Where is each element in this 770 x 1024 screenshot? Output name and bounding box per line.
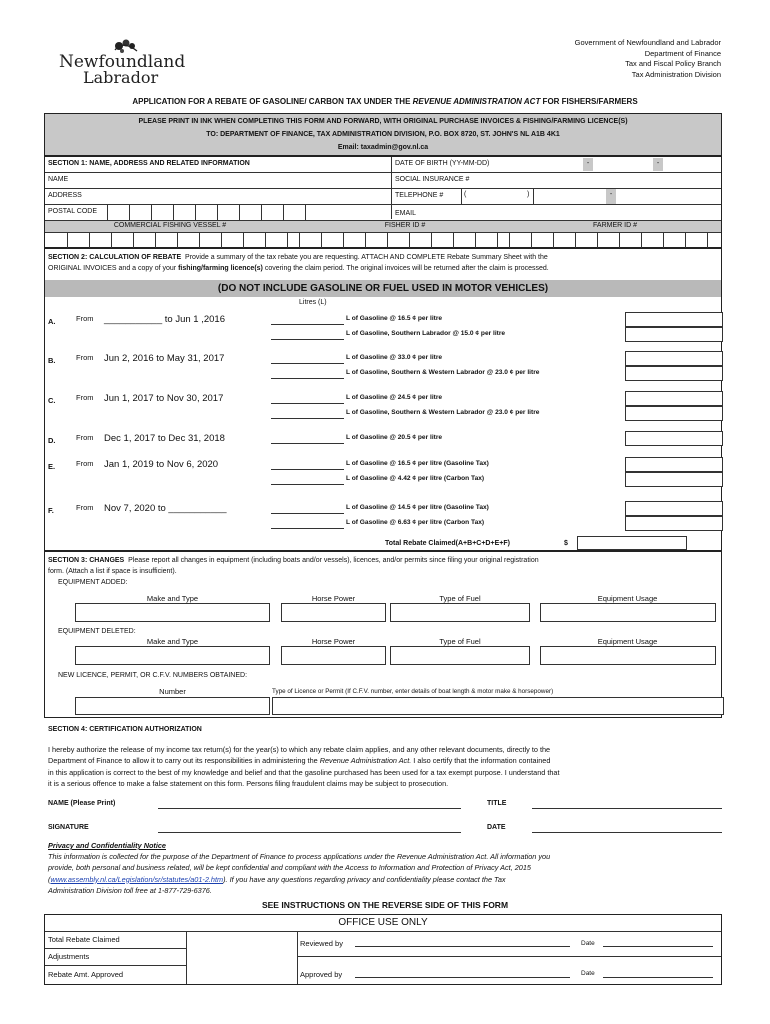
approved-date-label: Date <box>581 970 595 977</box>
litres-input[interactable] <box>271 432 344 444</box>
title-act: REVENUE ADMINISTRATION ACT <box>412 97 541 106</box>
litres-input[interactable] <box>271 328 344 340</box>
reviewed-input[interactable] <box>355 937 570 947</box>
equipment-added-label: EQUIPMENT ADDED: <box>58 579 128 586</box>
dob-dash: - <box>656 160 660 167</box>
dob-field[interactable] <box>525 158 721 171</box>
title-post: FOR FISHERS/FARMERS <box>540 97 638 106</box>
row-letter: F. <box>48 506 54 515</box>
cert-line: I also certify that the information contained <box>411 756 551 766</box>
rate-label: L of Gasoline @ 16.5 ¢ per litre <box>346 315 443 322</box>
row-from: From <box>76 314 94 323</box>
privacy-notice <box>48 840 550 896</box>
section2-text: ORIGINAL INVOICES and a copy of your <box>48 265 179 272</box>
logo-line2: Labrador <box>83 68 159 87</box>
number-label: Number <box>159 687 186 696</box>
dob-dash: - <box>586 160 590 167</box>
date-label: DATE <box>487 824 506 831</box>
gov-line: Tax and Fiscal Policy Branch <box>625 59 721 68</box>
row-period: Jan 1, 2019 to Nov 6, 2020 <box>104 459 219 470</box>
section2-text: covering the claim period. The original invoices will be returned after the claim is processed. <box>262 265 549 272</box>
litres-input[interactable] <box>271 352 344 364</box>
amount-input[interactable] <box>625 501 723 516</box>
privacy-heading: Privacy and Confidentiality Notice <box>48 841 166 850</box>
licence-type-label: Type of Licence or Permit (If C.F.V. number, enter details of boat length & motor make & horsepower) <box>272 688 554 695</box>
reverse-side-note: SEE INSTRUCTIONS ON THE REVERSE SIDE OF THIS FORM <box>261 900 509 910</box>
section2 <box>44 248 722 551</box>
col-make: Make and Type <box>146 637 199 646</box>
logo-line1: Newfoundland <box>59 52 186 72</box>
amount-input[interactable] <box>625 351 723 366</box>
rate-label: L of Gasoline, Southern & Western Labrador @ 23.0 ¢ per litre <box>346 409 540 416</box>
cert-line: in this application is correct to the best of my knowledge and belief and that the gasoline purchased has been used for a tax exempt purpose. I understand that <box>48 767 560 777</box>
rate-label: L of Gasoline @ 4.42 ¢ per litre (Carbon Tax) <box>346 475 485 482</box>
reviewed-date-label: Date <box>581 940 595 947</box>
signature-label: SIGNATURE <box>48 824 89 831</box>
name-input[interactable] <box>85 173 390 188</box>
email-label: EMAIL <box>395 210 417 217</box>
section3-text: form. (Attach a list if space is insufficient). <box>48 568 177 575</box>
litres-input[interactable] <box>271 367 344 379</box>
litres-input[interactable] <box>271 473 344 485</box>
amount-input[interactable] <box>625 472 723 487</box>
added-hp-input[interactable] <box>281 603 386 622</box>
gov-line: Department of Finance <box>644 48 721 58</box>
office-total-label: Total Rebate Claimed <box>48 935 120 944</box>
cert-line: I hereby authorize the release of my income tax return(s) for the year(s) to which any rebate claim applies, and any other relevant documents, directly to the <box>48 745 551 754</box>
added-usage-input[interactable] <box>540 603 716 622</box>
farmer-label: FARMER ID # <box>593 222 637 229</box>
col-make: Make and Type <box>146 594 199 603</box>
section3-text: Please report all changes in equipment (including boats and/or vessels), licences, and/or permits since filing your original registration <box>128 557 539 564</box>
privacy-line: This information is collected for the purpose of the Department of Finance to process applications under the Revenue Administration Act. All information you <box>48 852 551 862</box>
section2-text: Provide a summary of the tax rebate you are requesting. ATTACH AND COMPLETE Rebate Summary Sheet with the <box>185 254 548 261</box>
row-from: From <box>76 433 94 442</box>
privacy-line: provide, both personal and business related, will be kept confidential and compliant with the Access to Information and Protection of Privacy Act, 2015 <box>48 863 531 873</box>
section3 <box>44 551 722 718</box>
total-dollar: $ <box>564 540 568 547</box>
approved-input[interactable] <box>355 968 570 978</box>
section2-intro <box>48 252 549 274</box>
id-headers <box>45 221 721 232</box>
col-fuel: Type of Fuel <box>439 637 481 646</box>
phone-dash: - <box>609 191 613 198</box>
paren-open: ( <box>464 191 467 198</box>
government-block <box>461 38 721 80</box>
title-input[interactable] <box>532 799 722 809</box>
gov-line: Tax Administration Division <box>631 69 721 79</box>
signature-input[interactable] <box>158 823 461 833</box>
vessel-label: COMMERCIAL FISHING VESSEL # <box>113 222 227 229</box>
approved-date-input[interactable] <box>603 968 713 978</box>
form-title <box>0 97 770 106</box>
row-letter: C. <box>48 396 56 405</box>
litres-input[interactable] <box>271 407 344 419</box>
address-label: ADDRESS <box>48 192 82 199</box>
row-period: Jun 1, 2017 to Nov 30, 2017 <box>104 393 224 404</box>
logo <box>57 38 187 86</box>
amount-input[interactable] <box>625 431 723 446</box>
rate-label: L of Gasoline @ 24.5 ¢ per litre <box>346 394 443 401</box>
licence-number-input[interactable] <box>75 697 270 715</box>
office-adjust-label: Adjustments <box>48 952 90 961</box>
amount-input[interactable] <box>625 516 723 531</box>
litres-input[interactable] <box>271 458 344 470</box>
added-make-input[interactable] <box>75 603 270 622</box>
col-usage: Equipment Usage <box>597 637 658 646</box>
cert-line: Department of Finance to allow it to carry out its responsibilities in administering the <box>48 756 320 766</box>
row-period: Dec 1, 2017 to Dec 31, 2018 <box>104 433 225 444</box>
row-letter: B. <box>48 356 56 365</box>
section2-title: SECTION 2: CALCULATION OF REBATE <box>48 254 182 261</box>
office-approved-amt-label: Rebate Amt. Approved <box>48 970 124 979</box>
deleted-make-input[interactable] <box>75 646 270 665</box>
litres-heading: Litres (L) <box>299 299 327 306</box>
amount-input[interactable] <box>625 391 723 406</box>
privacy-line: Administration Division toll free at 1-877-729-6376. <box>48 885 212 895</box>
postal-code-input[interactable] <box>107 205 391 220</box>
email-input[interactable] <box>425 205 721 220</box>
name-print-label: NAME (Please Print) <box>48 800 116 807</box>
office-use-box <box>44 914 722 985</box>
row-letter: A. <box>48 317 56 326</box>
amount-input[interactable] <box>625 406 723 421</box>
licence-type-input[interactable] <box>272 697 724 715</box>
notice-line: PLEASE PRINT IN INK WHEN COMPLETING THIS FORM AND FORWARD, WITH ORIGINAL PURCHASE INVOICES & FISHING/FARMING LICENCE(S) <box>138 118 628 125</box>
sin-label: SOCIAL INSURANCE # <box>395 176 470 183</box>
reviewed-label: Reviewed by <box>300 939 343 948</box>
deleted-usage-input[interactable] <box>540 646 716 665</box>
litres-input[interactable] <box>271 392 344 404</box>
amount-input[interactable] <box>625 366 723 381</box>
date-input[interactable] <box>532 823 722 833</box>
col-hp: Horse Power <box>311 637 356 646</box>
row-letter: D. <box>48 436 56 445</box>
office-use-title: OFFICE USE ONLY <box>338 917 428 928</box>
amount-input[interactable] <box>625 327 723 342</box>
paren-close: ) <box>527 191 530 198</box>
dob-label: DATE OF BIRTH (YY-MM-DD) <box>395 160 490 167</box>
litres-input[interactable] <box>271 313 344 325</box>
approved-label: Approved by <box>300 970 343 979</box>
name-label: NAME <box>48 176 69 183</box>
col-hp: Horse Power <box>311 594 356 603</box>
rate-label: L of Gasoline, Southern Labrador @ 15.0 ¢ per litre <box>346 330 506 337</box>
fisher-label: FISHER ID # <box>384 222 426 229</box>
rate-label: L of Gasoline @ 20.5 ¢ per litre <box>346 434 443 441</box>
col-fuel: Type of Fuel <box>439 594 481 603</box>
litres-input[interactable] <box>271 502 344 514</box>
row-from: From <box>76 353 94 362</box>
postal-label: POSTAL CODE <box>48 208 98 215</box>
certification-text <box>48 744 560 789</box>
row-period: Jun 2, 2016 to May 31, 2017 <box>104 353 225 364</box>
section3-intro <box>48 555 539 577</box>
cert-line: it is a serious offence to make a false statement on this form. Persons filing fraudulent claims may be subject to prosecution. <box>48 778 449 788</box>
privacy-line: ). If you have any questions regarding privacy and confidentiality please contact the Tax <box>223 874 506 884</box>
notice-box <box>44 113 722 156</box>
section2-text-bold: fishing/farming licence(s) <box>178 265 263 272</box>
vessel-number-input[interactable] <box>45 233 721 248</box>
privacy-line: ( <box>48 874 51 884</box>
deleted-fuel-input[interactable] <box>390 646 530 665</box>
amount-input[interactable] <box>625 457 723 472</box>
section3-title: SECTION 3: CHANGES <box>48 557 125 564</box>
address-input[interactable] <box>95 189 390 204</box>
gov-line: Government of Newfoundland and Labrador <box>574 38 721 47</box>
rate-label: L of Gasoline @ 6.63 ¢ per litre (Carbon Tax) <box>346 519 485 526</box>
row-period: ___________ to Jun 1 ,2016 <box>104 314 225 325</box>
telephone-label: TELEPHONE # <box>395 192 444 199</box>
sin-input[interactable] <box>485 173 721 188</box>
exclusion-banner: (DO NOT INCLUDE GASOLINE OR FUEL USED IN MOTOR VEHICLES) <box>45 280 721 297</box>
section1-title: SECTION 1: NAME, ADDRESS AND RELATED INFORMATION <box>48 160 250 167</box>
row-period: Nov 7, 2020 to ___________ <box>104 503 227 514</box>
licence-title: NEW LICENCE, PERMIT, OR C.F.V. NUMBERS OBTAINED: <box>58 672 248 679</box>
total-label: Total Rebate Claimed(A+B+C+D+E+F) <box>385 540 510 547</box>
amount-input[interactable] <box>625 312 723 327</box>
total-input[interactable] <box>577 536 687 550</box>
cert-act: Revenue Administration Act. <box>319 756 412 766</box>
rate-label: L of Gasoline @ 33.0 ¢ per litre <box>346 354 443 361</box>
section1 <box>44 156 722 248</box>
litres-input[interactable] <box>271 517 344 529</box>
equipment-deleted-label: EQUIPMENT DELETED: <box>58 628 136 635</box>
title-label: TITLE <box>487 800 507 807</box>
col-usage: Equipment Usage <box>597 594 658 603</box>
name-print-input[interactable] <box>158 799 461 809</box>
row-from: From <box>76 393 94 402</box>
notice-line: TO: DEPARTMENT OF FINANCE, TAX ADMINISTRATION DIVISION, P.O. BOX 8720, ST. JOHN'S NL A1B 4K1 <box>206 131 560 138</box>
deleted-hp-input[interactable] <box>281 646 386 665</box>
section4-title: SECTION 4: CERTIFICATION AUTHORIZATION <box>48 726 202 733</box>
rate-label: L of Gasoline @ 16.5 ¢ per litre (Gasoline Tax) <box>346 460 489 467</box>
row-from: From <box>76 459 94 468</box>
notice-email: Email: taxadmin@gov.nl.ca <box>337 144 429 151</box>
reviewed-date-input[interactable] <box>603 937 713 947</box>
row-from: From <box>76 503 94 512</box>
rate-label: L of Gasoline, Southern & Western Labrador @ 23.0 ¢ per litre <box>346 369 540 376</box>
telephone-input[interactable] <box>461 189 721 204</box>
row-letter: E. <box>48 462 56 471</box>
legislation-link[interactable]: www.assembly.nl.ca/Legislation/sr/statutes/a01-2.htm <box>50 874 224 884</box>
title-pre: APPLICATION FOR A REBATE OF GASOLINE/ CARBON TAX UNDER THE <box>132 97 413 106</box>
rate-label: L of Gasoline @ 14.5 ¢ per litre (Gasoline Tax) <box>346 504 489 511</box>
added-fuel-input[interactable] <box>390 603 530 622</box>
